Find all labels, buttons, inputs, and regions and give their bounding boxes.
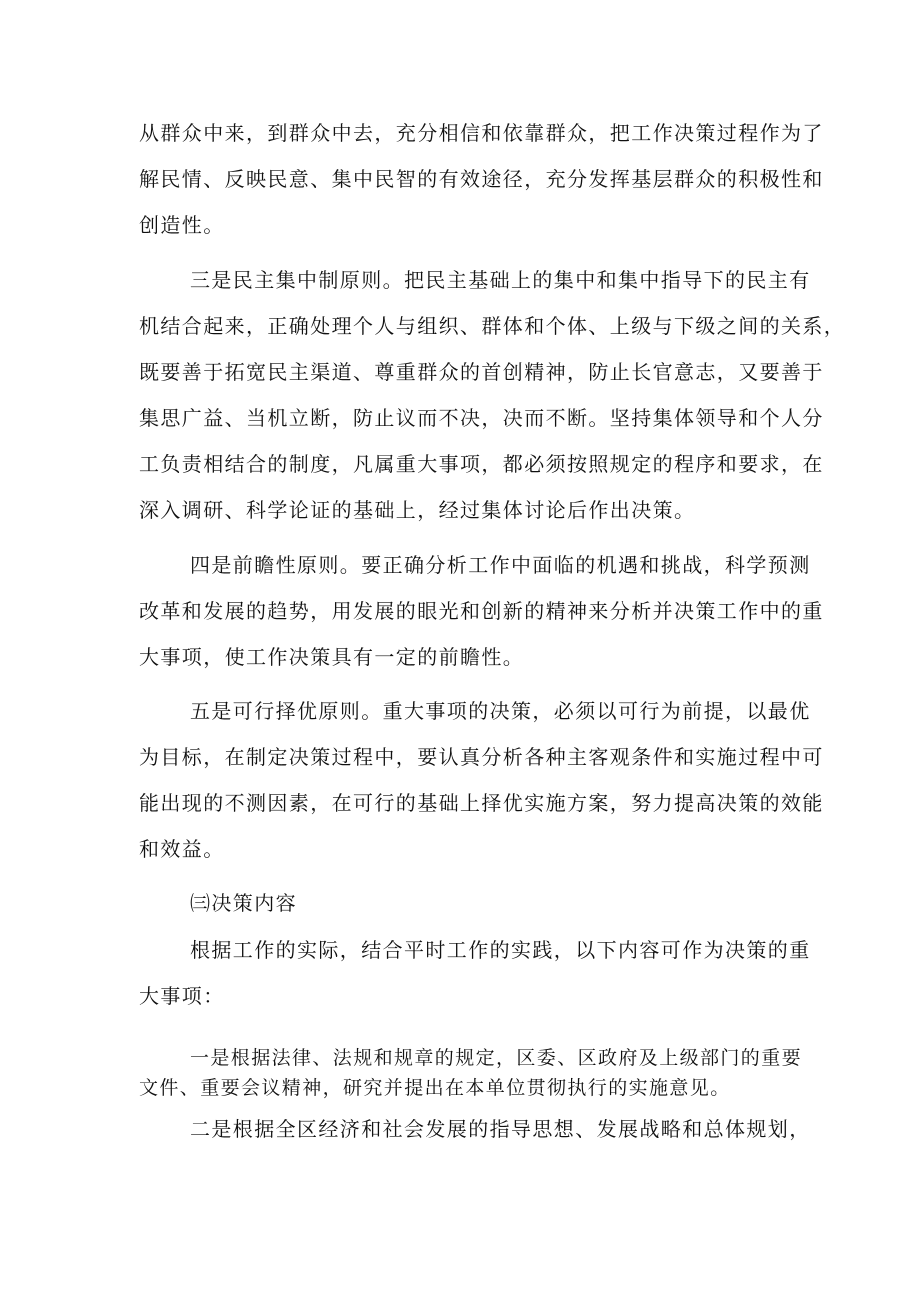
paragraph-continuation [139,110,824,248]
text-line: 三是民主集中制原则。把民主基础上的集中和集中指导下的民主有 [190,268,811,292]
paragraph-content-intro [139,927,811,1019]
text-line: 能出现的不测因素，在可行的基础上择优实施方案，努力提高决策的效能 [139,791,824,815]
text-line: ㈢决策内容 [190,891,297,915]
paragraph-principle-5 [139,688,824,872]
text-line: 五是可行择优原则。重大事项的决策，必须以可行为前提，以最优 [190,699,811,723]
text-line: 解民情、反映民意、集中民智的有效途径，充分发挥基层群众的积极性和 [139,167,824,191]
paragraph-item-2 [139,1106,811,1152]
paragraph-principle-4 [139,542,824,680]
text-line: 和效益。 [139,837,225,861]
text-line: 根据工作的实际，结合平时工作的实践，以下内容可作为决策的重 [190,938,811,962]
text-line: 四是前瞻性原则。要正确分析工作中面临的机遇和挑战，科学预测 [190,553,811,577]
text-line: 集思广益、当机立断，防止议而不决，决而不断。坚持集体领导和个人分 [139,406,824,430]
text-line: 既要善于拓宽民主渠道、尊重群众的首创精神，防止长官意志，又要善于 [139,360,824,384]
text-line: 大事项，使工作决策具有一定的前瞻性。 [139,645,525,669]
text-line: 一是根据法律、法规和规章的规定，区委、区政府及上级部门的重要 [190,1047,803,1069]
text-line: 深入调研、科学论证的基础上，经过集体讨论后作出决策。 [139,498,696,522]
text-line: 机结合起来，正确处理个人与组织、群体和个体、上级与下级之间的关系， [139,314,846,338]
paragraph-principle-3 [139,257,846,533]
text-line: 从群众中来，到群众中去，充分相信和依靠群众，把工作决策过程作为了 [139,121,824,145]
text-line: 改革和发展的趋势，用发展的眼光和创新的精神来分析并决策工作中的重 [139,599,824,623]
paragraph-item-1 [139,1043,803,1103]
text-line: 创造性。 [139,213,225,237]
text-line: 工负责相结合的制度，凡属重大事项，都必须按照规定的程序和要求，在 [139,452,824,476]
text-line: 二是根据全区经济和社会发展的指导思想、发展战略和总体规划， [190,1117,811,1141]
text-line: 文件、重要会议精神，研究并提出在本单位贯彻执行的实施意见。 [139,1077,731,1099]
section-heading-decision-content [139,880,784,926]
text-line: 为目标，在制定决策过程中，要认真分析各种主客观条件和实施过程中可 [139,745,824,769]
text-line: 大事项： [139,984,225,1008]
